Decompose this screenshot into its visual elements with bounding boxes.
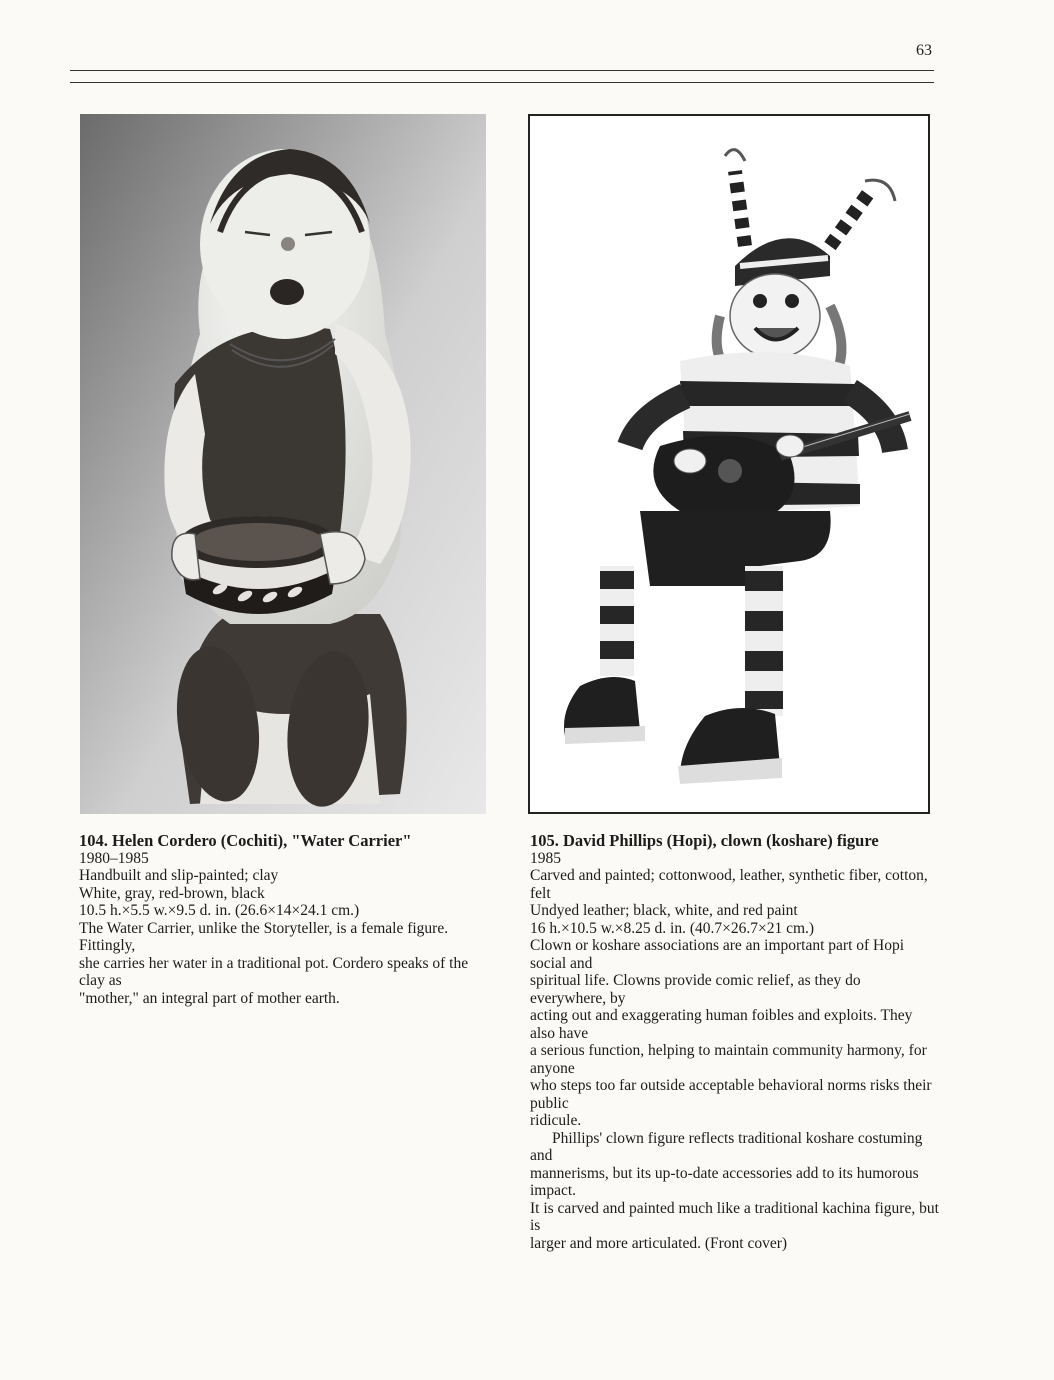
- page-number: 63: [916, 42, 932, 59]
- caption-104-description-line: The Water Carrier, unlike the Storyteller, is a female figure. Fittingly,: [79, 919, 449, 954]
- header-rule-bottom: [70, 82, 934, 83]
- caption-105-date: 1985: [530, 849, 561, 867]
- caption-104-technique: Handbuilt and slip-painted; clay: [79, 867, 279, 884]
- caption-104-date: 1980–1985: [79, 849, 149, 867]
- caption-104-dimensions: 10.5 h.×5.5 w.×9.5 d. in. (26.6×14×24.1 cm.): [79, 902, 360, 919]
- caption-105-paragraph1-line: ridicule.: [530, 1112, 582, 1129]
- caption-104-colors: White, gray, red-brown, black: [79, 884, 265, 902]
- caption-104-description-line: "mother," an integral part of mother earth.: [79, 989, 340, 1007]
- clown-figure-photo-frame: [528, 114, 930, 814]
- water-carrier-photo: [80, 114, 486, 814]
- caption-105: [530, 832, 940, 1252]
- header-rule-top: [70, 70, 934, 71]
- clown-figure-photo: [530, 116, 928, 812]
- caption-105-dimensions: 16 h.×10.5 w.×8.25 d. in. (40.7×26.7×21 cm.): [530, 919, 815, 937]
- caption-105-colors: Undyed leather; black, white, and red paint: [530, 902, 798, 919]
- caption-105-title: 105. David Phillips (Hopi), clown (koshare) figure: [530, 831, 879, 850]
- caption-105-materials: Carved and painted; cottonwood, leather, synthetic fiber, cotton, felt: [530, 867, 928, 902]
- caption-105-paragraph2-line: Phillips' clown figure reflects traditional koshare costuming and: [530, 1129, 923, 1164]
- caption-104: [79, 832, 489, 1007]
- caption-105-paragraph1-line: Clown or koshare associations are an important part of Hopi social and: [530, 937, 905, 972]
- caption-105-paragraph1-line: acting out and exaggerating human foibles and exploits. They also have: [530, 1007, 913, 1042]
- caption-104-description-line: she carries her water in a traditional pot. Cordero speaks of the clay as: [79, 954, 469, 989]
- caption-105-paragraph1-line: who steps too far outside acceptable behavioral norms risks their public: [530, 1077, 932, 1112]
- caption-105-paragraph1-line: spiritual life. Clowns provide comic relief, as they do everywhere, by: [530, 972, 861, 1007]
- caption-105-paragraph1-line: a serious function, helping to maintain community harmony, for anyone: [530, 1042, 927, 1077]
- caption-104-title: 104. Helen Cordero (Cochiti), "Water Carrier": [79, 831, 412, 850]
- caption-105-paragraph2-line: mannerisms, but its up-to-date accessories add to its humorous impact.: [530, 1164, 919, 1199]
- caption-105-paragraph2-line: larger and more articulated. (Front cover): [530, 1234, 788, 1252]
- caption-105-paragraph2-line: It is carved and painted much like a traditional kachina figure, but is: [530, 1199, 939, 1234]
